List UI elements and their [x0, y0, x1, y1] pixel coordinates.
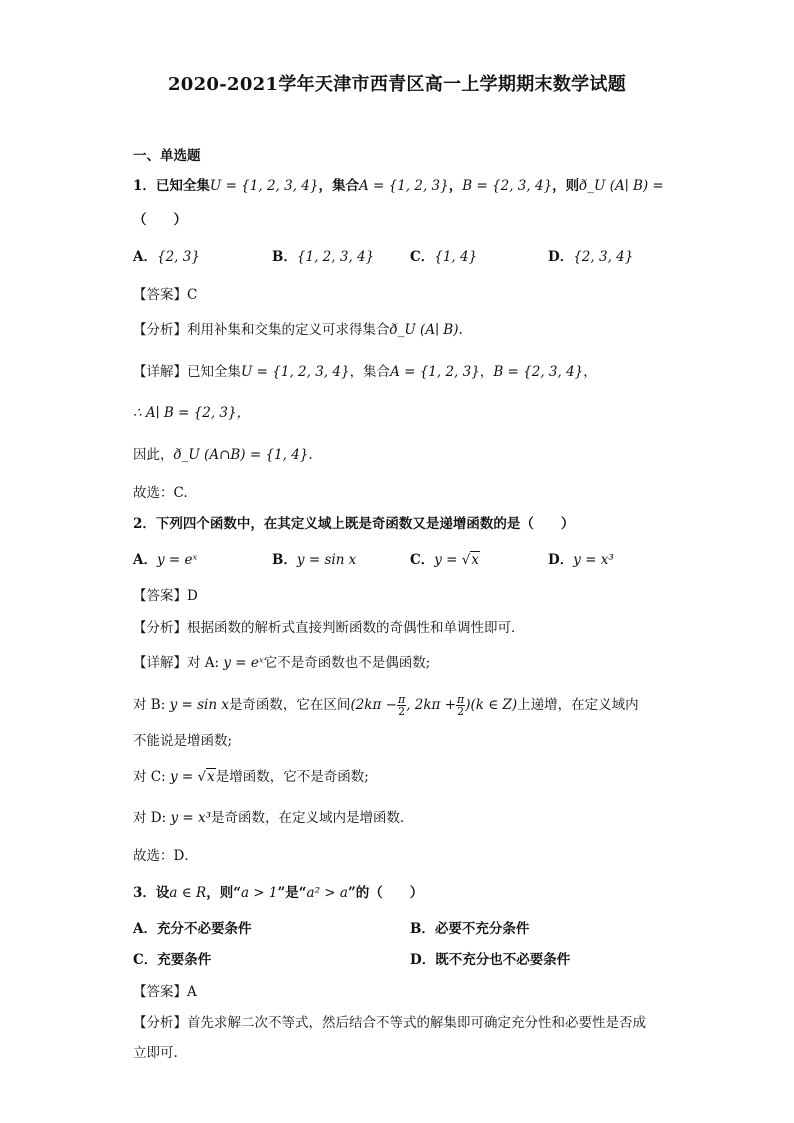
- q3-option-c: C．充要条件: [133, 952, 212, 968]
- q2-option-b: B．y = sin x: [272, 552, 357, 568]
- q3-option-b: B．必要不充分条件: [410, 921, 530, 937]
- q3-option-d: D．既不充分也不必要条件: [410, 952, 571, 968]
- q1-detail: 【详解】已知全集U = {1, 2, 3, 4}，集合A = {1, 2, 3}，B = {2, 3, 4}，: [133, 364, 597, 380]
- q2-detail-c: 对 C: y = √x是增函数，它不是奇函数;: [133, 769, 369, 785]
- q1-option-c: C．{1, 4}: [410, 249, 478, 265]
- q2-detail-b: 对 B: y = sin x是奇函数，它在区间(2kπ − $\frac{\pi}{2}$ , 2kπ + $\frac{\pi}{2}$ )(k ∈ Z)上递增，在定义域内: [133, 693, 639, 718]
- q1-detail-line2: ∴ A∣ B = {2, 3}，: [133, 405, 251, 421]
- q3-analysis: 【分析】首先求解二次不等式，然后结合不等式的解集即可确定充分性和必要性是否成: [133, 1015, 646, 1031]
- q1-stem: 1．已知全集U = {1, 2, 3, 4}，集合A = {1, 2, 3}，B = {2, 3, 4}，则ð_U (A∣ B) =: [133, 178, 664, 194]
- q1-paren: （ ）: [133, 212, 187, 228]
- q2-answer: 【答案】D: [133, 588, 198, 604]
- q1-analysis: 【分析】利用补集和交集的定义可求得集合ð_U (A∣ B).: [133, 322, 463, 338]
- q3-stem: 3．设a ∈ R，则“a > 1”是“a² > a”的（ ）: [133, 885, 424, 901]
- q2-analysis: 【分析】根据函数的解析式直接判断函数的奇偶性和单调性即可．: [133, 620, 525, 636]
- q2-option-c: C．y = √x: [410, 552, 480, 568]
- q1-answer: 【答案】C: [133, 287, 198, 303]
- q1-choose: 故选：C.: [133, 485, 188, 501]
- q3-analysis-line2: 立即可.: [133, 1045, 178, 1061]
- q3-option-a: A．充分不必要条件: [133, 921, 252, 937]
- q3-answer: 【答案】A: [133, 984, 197, 1000]
- q1-detail-line3: 因此，ð_U (A∩B) = {1, 4}.: [133, 447, 313, 463]
- q2-stem: 2．下列四个函数中，在其定义域上既是奇函数又是递增函数的是（ ）: [133, 516, 575, 532]
- q1-option-a: A．{2, 3}: [133, 249, 200, 265]
- q2-detail-d: 对 D: y = x³是奇函数，在定义域内是增函数．: [133, 810, 414, 826]
- q2-detail-a: 【详解】对 A: y = eˣ它不是奇函数也不是偶函数;: [133, 655, 431, 671]
- q2-option-a: A．y = eˣ: [133, 552, 198, 568]
- q2-choose: 故选：D．: [133, 848, 198, 864]
- q2-option-d: D．y = x³: [548, 552, 614, 568]
- q2-detail-b-line2: 不能说是增函数;: [133, 733, 233, 749]
- q1-option-d: D．{2, 3, 4}: [548, 249, 634, 265]
- page-title: 2020-2021学年天津市西青区高一上学期期末数学试题: [167, 74, 627, 95]
- section-heading: 一、单选题: [133, 148, 201, 164]
- q1-option-b: B．{1, 2, 3, 4}: [272, 249, 375, 265]
